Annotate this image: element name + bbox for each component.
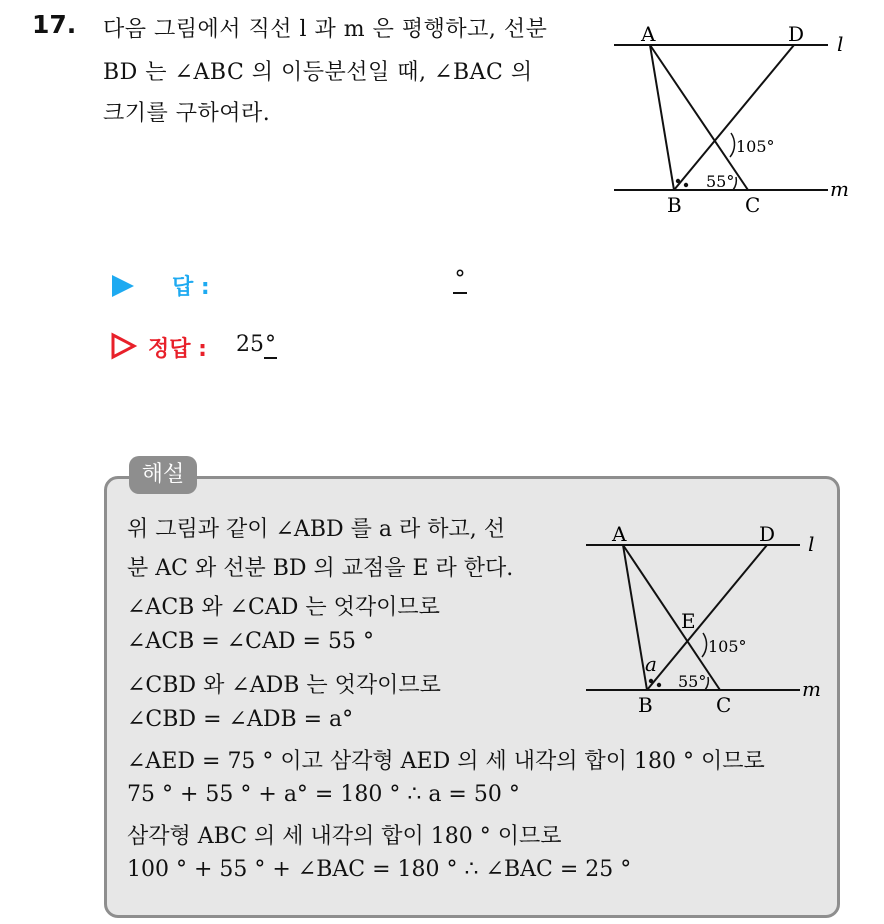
solution-line-7: ∠AED = 75 ° 이고 삼각형 AED 의 세 내각의 합이 180 ° 이므로: [127, 749, 765, 774]
sol-segment-bd: [647, 545, 767, 690]
solution-line-2: 분 AC 와 선분 BD 의 교점을 E 라 한다.: [127, 556, 514, 581]
sol-segment-ac: [623, 545, 720, 690]
point-label-c: C: [745, 193, 761, 217]
sol-angle-label-a: a: [645, 652, 657, 676]
solution-line-4: ∠ACB = ∠CAD = 55 °: [127, 629, 374, 654]
sol-angle-label-105: 105°: [708, 637, 747, 656]
sol-bisector-dot-1: [649, 679, 653, 683]
sol-line-label-m: m: [802, 677, 821, 701]
question-line-3: 크기를 구하여라.: [103, 101, 271, 126]
question-number: 17.: [32, 10, 77, 39]
sol-point-label-a: A: [612, 522, 627, 546]
solution-line-1: 위 그림과 같이 ∠ABD 를 a 라 하고, 선: [127, 517, 505, 542]
solution-line-10: 100 ° + 55 ° + ∠BAC = 180 ° ∴ ∠BAC = 25 °: [127, 857, 632, 882]
sol-line-label-l: l: [808, 532, 815, 556]
line-label-l: l: [837, 32, 844, 56]
solution-line-9: 삼각형 ABC 의 세 내각의 합이 180 ° 이므로: [127, 824, 562, 849]
sol-bisector-dot-2: [657, 683, 661, 687]
question-line-1: 다음 그림에서 직선 l 과 m 은 평행하고, 선분: [103, 17, 548, 42]
point-label-d: D: [788, 22, 805, 46]
sol-segment-ab: [623, 545, 647, 690]
sol-point-label-d: D: [759, 522, 776, 546]
angle-label-105: 105°: [736, 137, 775, 156]
correct-number: 25: [236, 332, 264, 357]
solution-line-3: ∠ACB 와 ∠CAD 는 엇각이므로: [127, 595, 440, 620]
answer-label: 답 :: [172, 275, 210, 300]
sol-point-label-c: C: [716, 693, 732, 717]
solution-tab: 해설: [129, 456, 197, 494]
angle-label-55: 55°: [706, 172, 735, 191]
solution-line-6: ∠CBD = ∠ADB = a°: [127, 707, 354, 732]
correct-label: 정답 :: [148, 337, 207, 362]
sol-point-label-b: B: [638, 693, 653, 717]
sol-angle-arc-105: [702, 633, 707, 657]
line-label-m: m: [830, 177, 849, 201]
point-label-b: B: [667, 193, 682, 217]
answer-blank[interactable]: °: [454, 267, 466, 292]
solution-line-5: ∠CBD 와 ∠ADB 는 엇각이므로: [127, 673, 441, 698]
question-line-2: BD 는 ∠ABC 의 이등분선일 때, ∠BAC 의: [103, 60, 533, 85]
sol-angle-label-55: 55°: [678, 672, 707, 691]
point-label-a: A: [641, 22, 656, 46]
correct-unit: °: [265, 332, 276, 357]
sol-point-label-e: E: [681, 609, 696, 633]
solution-line-8: 75 ° + 55 ° + a° = 180 ° ∴ a = 50 °: [127, 782, 520, 807]
